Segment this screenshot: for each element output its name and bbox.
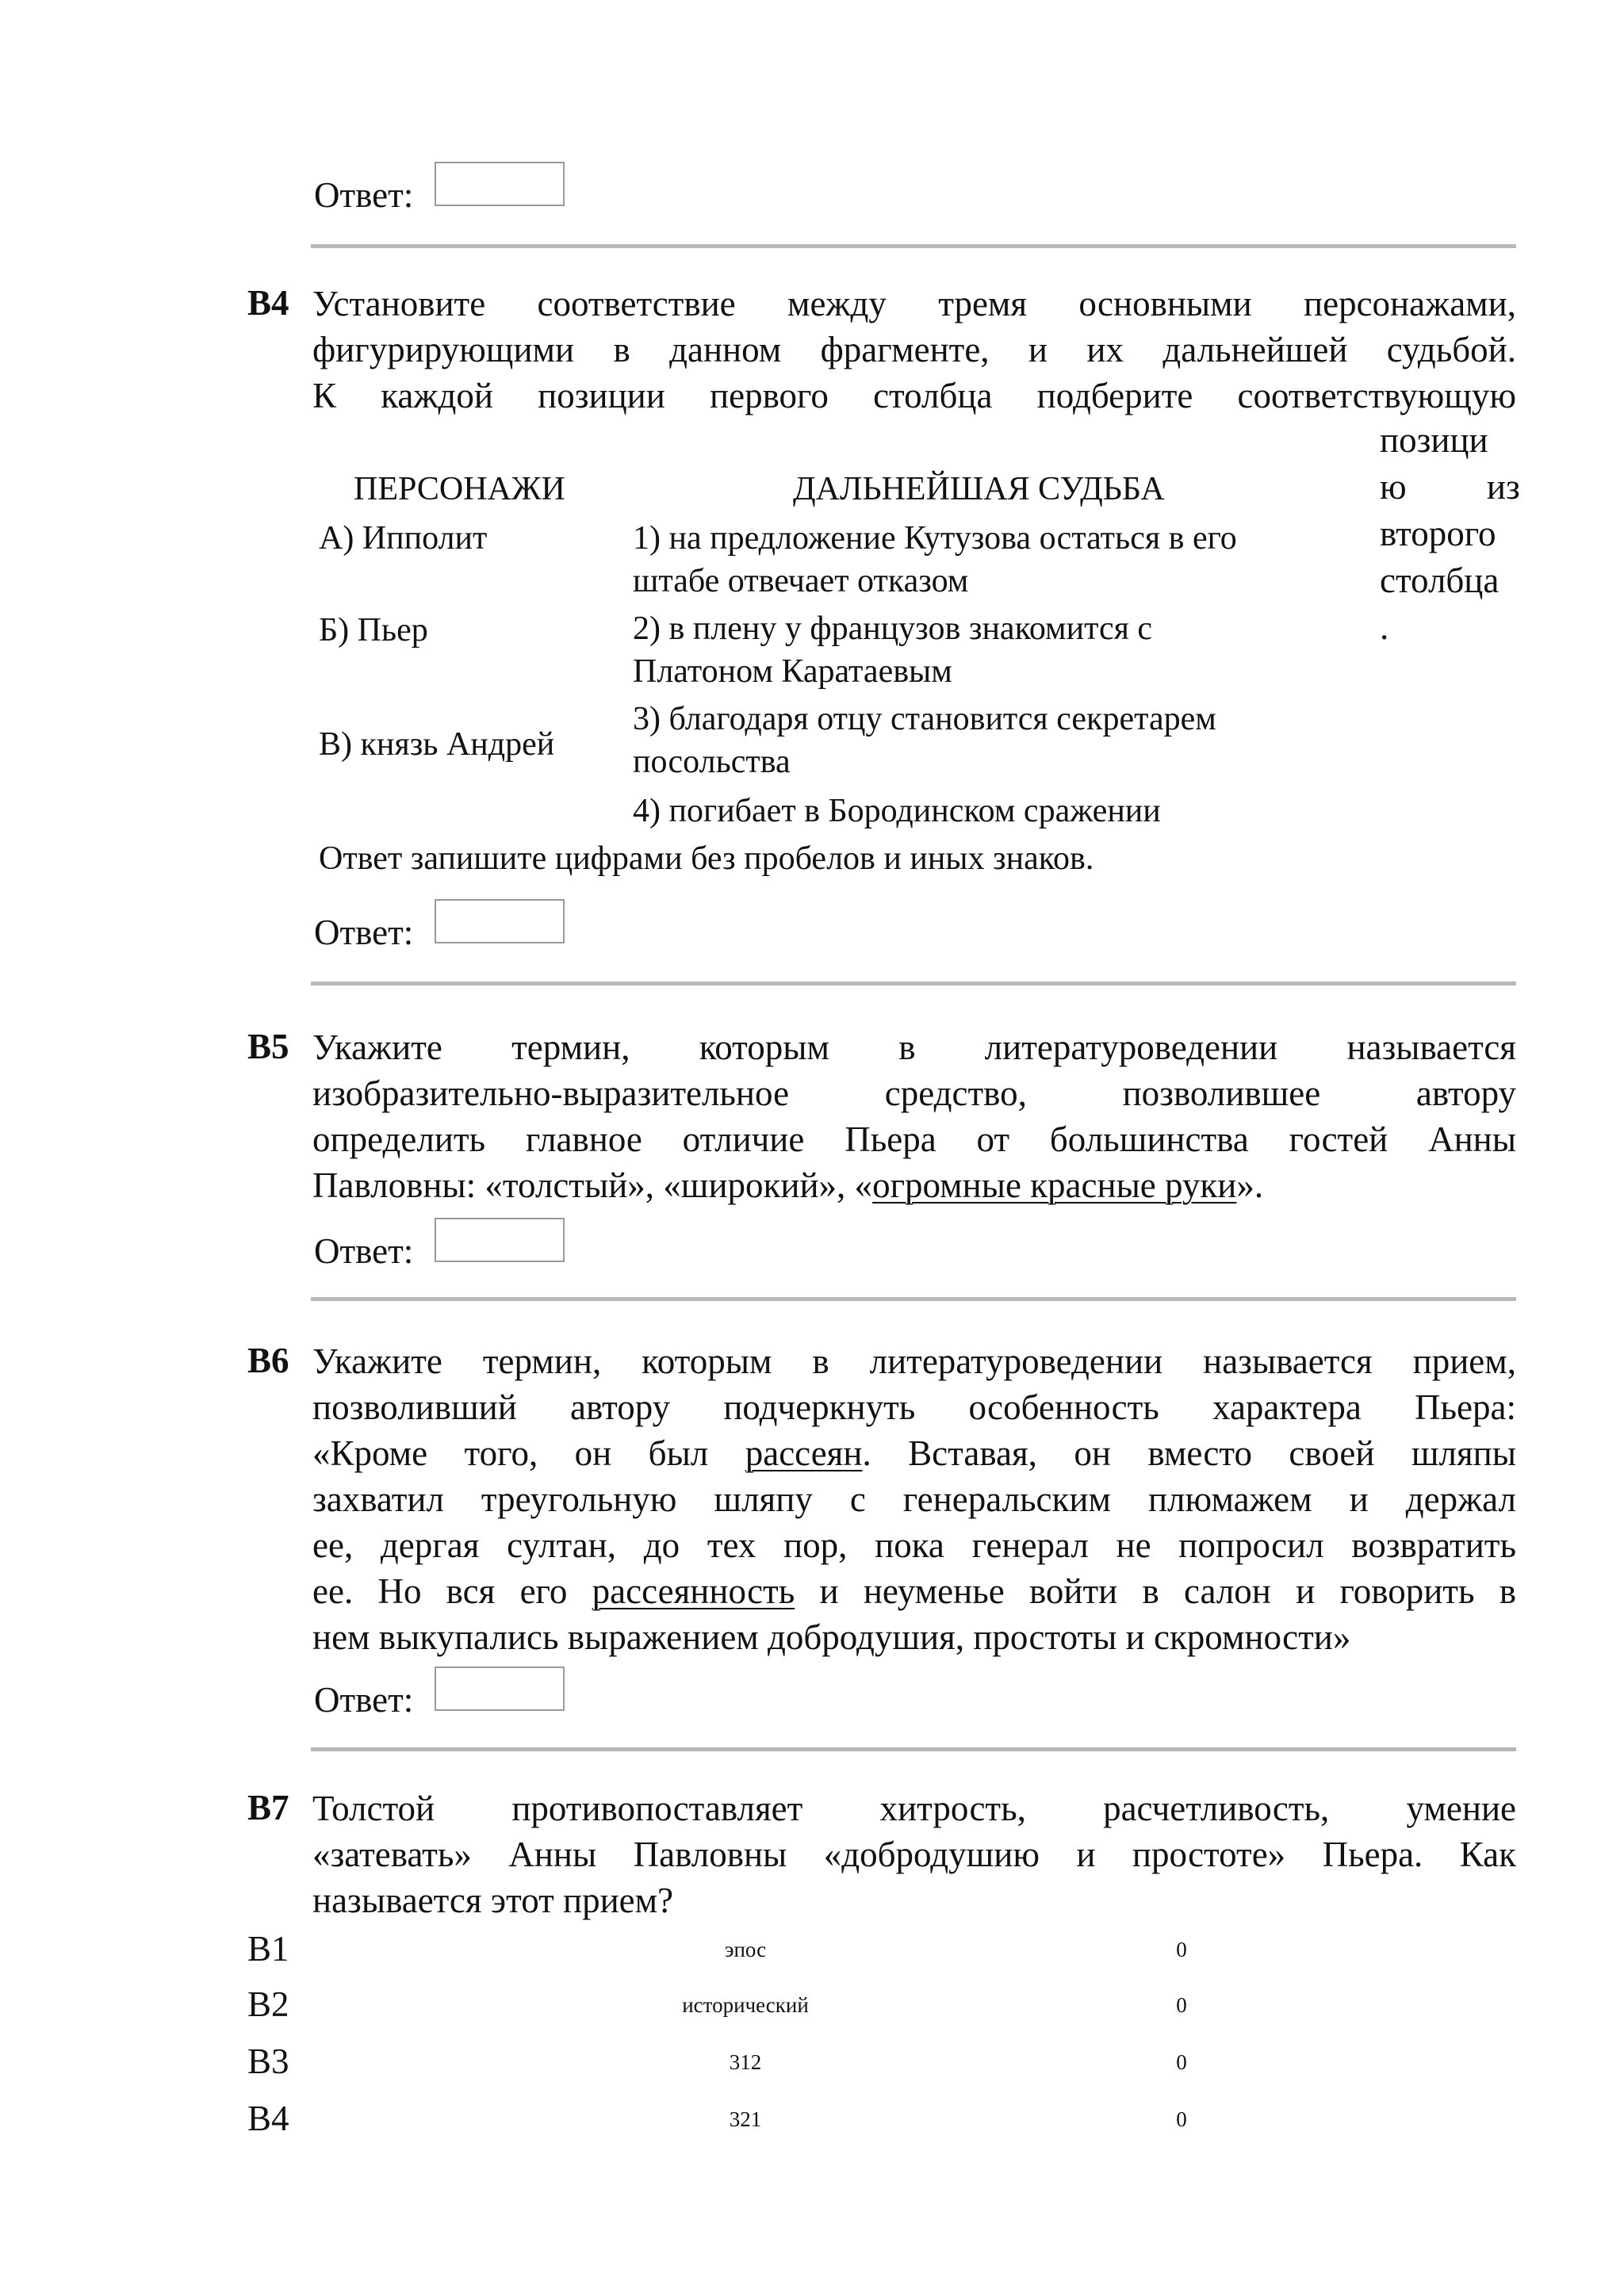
b5-text-line: Павловны: «толстый», «широкий», «огромные красные руки». <box>312 1165 1264 1205</box>
result-score: 0 <box>1176 1938 1187 1961</box>
fate-item: 3) благодаря отцу становится секретарем посольства <box>633 701 1216 780</box>
fate-item: 1) на предложение Кутузова остаться в его штабе отвечает отказом <box>633 520 1237 599</box>
character-item: Б) Пьер <box>319 612 428 649</box>
answer-label: Ответ: <box>314 913 414 952</box>
b6-text-line: позволивший автору подчеркнуть особенность характера Пьера: <box>312 1387 1516 1427</box>
b6-text-line: ее, дергая султан, до тех пор, пока генерал не попросил возвратить <box>312 1525 1516 1565</box>
answer-input-b3[interactable] <box>435 162 565 206</box>
answer-label: Ответ: <box>314 1680 414 1720</box>
question-number-b6: В6 <box>247 1341 289 1380</box>
b5-text-line: Укажите термин, которым в литературоведении называется <box>312 1027 1516 1067</box>
b6-text-line: нем выкупались выражением добродушия, простоты и скромности» <box>312 1617 1351 1657</box>
table-header-characters: ПЕРСОНАЖИ <box>354 471 565 507</box>
fate-item: 4) погибает в Бородинском сражении <box>633 793 1161 829</box>
result-answer: исторический <box>682 1993 809 2017</box>
result-answer: эпос <box>724 1938 767 1961</box>
underlined-word: рассеян <box>745 1433 863 1473</box>
answer-input-b4[interactable] <box>435 899 565 943</box>
b5-text-line: определить главное отличие Пьера от большинства гостей Анны <box>312 1119 1516 1159</box>
question-number-b5: В5 <box>247 1027 289 1066</box>
result-label: В1 <box>247 1929 289 1969</box>
answer-input-b6[interactable] <box>435 1667 565 1711</box>
b4-text-line: К каждой позиции первого столбца подберите соответствующую <box>312 376 1516 415</box>
answer-input-b5[interactable] <box>435 1218 565 1262</box>
underlined-phrase: огромные красные руки <box>872 1165 1237 1205</box>
result-label: В3 <box>247 2042 289 2081</box>
b6-text-line: ее. Но вся его рассеянность и неуменье войти в салон и говорить в <box>312 1571 1516 1611</box>
b6-text-line: «Кроме того, он был рассеян. Вставая, он вместо своей шляпы <box>312 1433 1516 1473</box>
result-score: 0 <box>1176 2050 1187 2074</box>
b4-text-line: фигурирующими в данном фрагменте, и их дальнейшей судьбой. <box>312 330 1516 369</box>
result-label: В4 <box>247 2099 289 2138</box>
result-answer: 312 <box>729 2050 762 2074</box>
b4-side-text: позици ю из второго столбца . <box>1380 420 1520 647</box>
b7-text-line: называется этот прием? <box>312 1881 674 1920</box>
result-label: В2 <box>247 1984 289 2024</box>
result-score: 0 <box>1176 1993 1187 2017</box>
b4-instruction: Ответ запишите цифрами без пробелов и иных знаков. <box>319 840 1094 877</box>
table-header-fate: ДАЛЬНЕЙШАЯ СУДЬБА <box>793 471 1165 507</box>
divider <box>311 244 1516 248</box>
answer-label: Ответ: <box>314 175 414 215</box>
divider <box>311 982 1516 985</box>
divider <box>311 1747 1516 1751</box>
b6-text-line: Укажите термин, которым в литературоведении называется прием, <box>312 1341 1516 1381</box>
b6-text-line: захватил треугольную шляпу с генеральским плюмажем и держал <box>312 1479 1516 1519</box>
result-score: 0 <box>1176 2107 1187 2131</box>
divider <box>311 1297 1516 1301</box>
b7-text-line: Толстой противопоставляет хитрость, расчетливость, умение <box>312 1789 1516 1828</box>
character-item: А) Ипполит <box>319 520 488 557</box>
underlined-word: рассеянность <box>592 1571 795 1611</box>
b4-text-line: Установите соответствие между тремя основными персонажами, <box>312 284 1516 323</box>
answer-label: Ответ: <box>314 1231 414 1271</box>
fate-item: 2) в плену у французов знакомится с Платоном Каратаевым <box>633 610 1153 690</box>
question-number-b7: В7 <box>247 1788 289 1827</box>
result-answer: 321 <box>729 2107 762 2131</box>
question-number-b4: В4 <box>247 283 289 323</box>
b7-text-line: «затевать» Анны Павловны «добродушию и простоте» Пьера. Как <box>312 1835 1516 1874</box>
b5-text-line: изобразительно-выразительное средство, позволившее автору <box>312 1073 1516 1113</box>
character-item: В) князь Андрей <box>319 726 555 763</box>
